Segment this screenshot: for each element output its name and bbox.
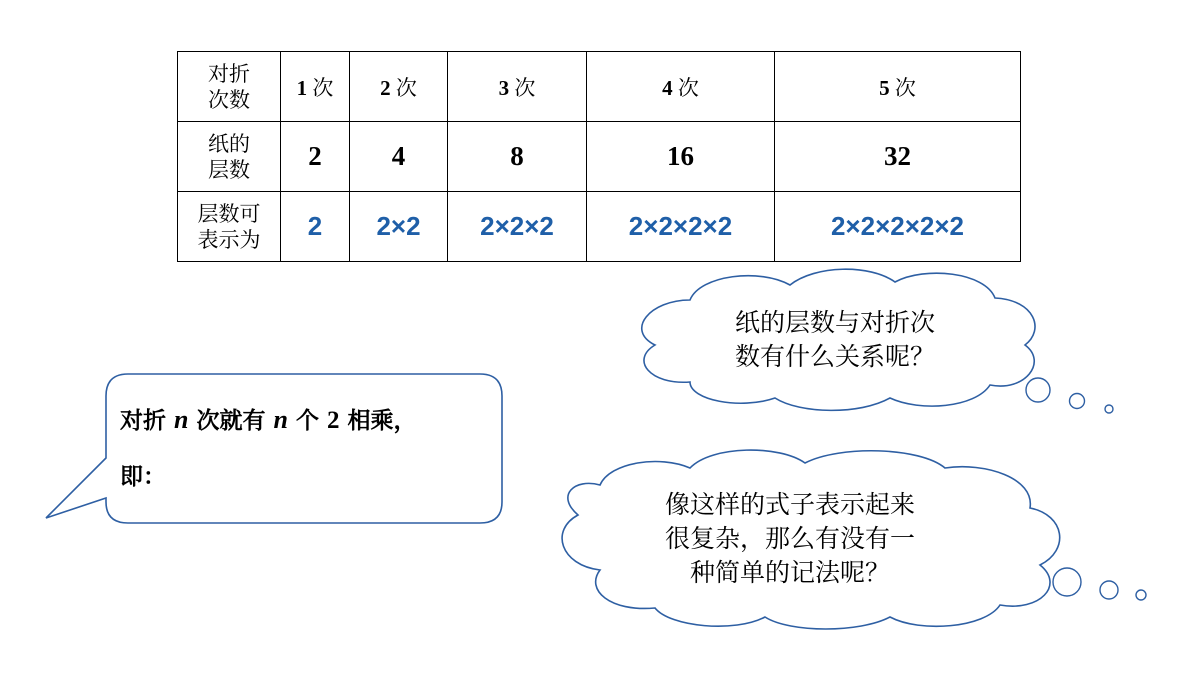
- thought-bubble-small: [1136, 590, 1146, 600]
- expression-cell: 2×2×2×2: [587, 192, 775, 262]
- speech-text: [120, 402, 417, 515]
- expression-cell: 2×2×2×2×2: [775, 192, 1021, 262]
- fold-count-cell: 3 次: [448, 52, 587, 122]
- fold-count-cell: 4 次: [587, 52, 775, 122]
- expression-cell: 2×2×2: [448, 192, 587, 262]
- cloud-top-text: 纸的层数与对折次 数有什么关系呢？: [734, 308, 935, 371]
- thought-bubble-medium: [1070, 394, 1085, 409]
- row-header-folds: 对折 次数: [178, 52, 281, 122]
- layer-count-cell: 32: [775, 122, 1021, 192]
- expression-cell: 2: [281, 192, 350, 262]
- fold-count-cell: 2 次: [350, 52, 448, 122]
- speech-line-2: 即：: [120, 464, 166, 490]
- thought-bubble-large: [1053, 568, 1081, 596]
- row-header-layers: 纸的 层数: [178, 122, 281, 192]
- thought-bubble-medium: [1100, 581, 1118, 599]
- row-header-expression: 层数可 表示为: [178, 192, 281, 262]
- layer-count-cell: 2: [281, 122, 350, 192]
- layer-count-cell: 16: [587, 122, 775, 192]
- speech-line-1: 对折 n 次就有 n 个 2 相乘，: [120, 405, 417, 434]
- thought-bubble-large: [1026, 378, 1050, 402]
- layer-count-cell: 8: [448, 122, 587, 192]
- layer-count-cell: 4: [350, 122, 448, 192]
- thought-bubble-small: [1105, 405, 1113, 413]
- cloud-bottom-text: 像这样的式子表示起来 很复杂，那么有没有一 种简单的记法呢？: [664, 490, 915, 587]
- expression-cell: 2×2: [350, 192, 448, 262]
- fold-count-cell: 5 次: [775, 52, 1021, 122]
- fold-count-cell: 1 次: [281, 52, 350, 122]
